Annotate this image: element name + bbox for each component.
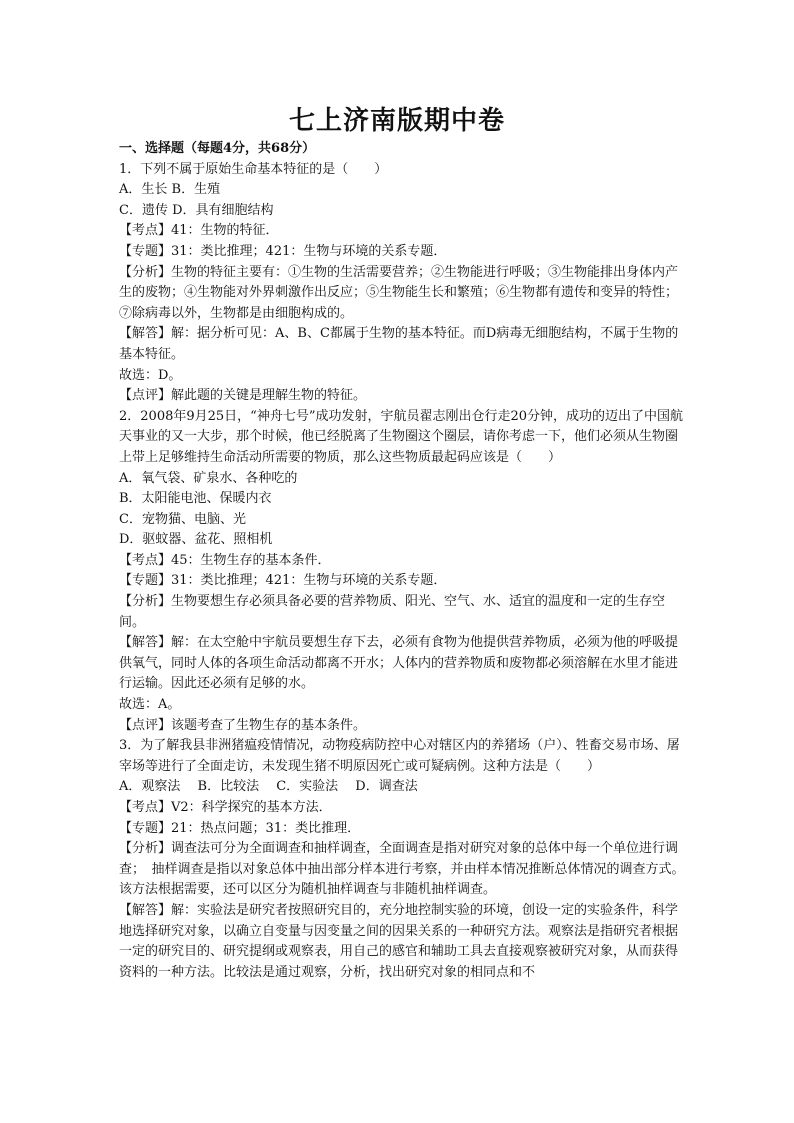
answer-option: A．观察法 B．比较法 C．实验法 D．调查法 xyxy=(119,779,418,795)
dianping-text: 【点评】解此题的关键是理解生物的特征。 xyxy=(119,388,367,404)
question-stem: 3．为了解我县非洲猪瘟疫情情况，动物疫病防控中心对辖区内的养猪场（户）、牲畜交易市场、屠宰场等进行了全面走访，未发现生猪不明原因死亡或可疑病例。这种方法是（ ） xyxy=(119,738,680,774)
answer-choice: 故选：A。 xyxy=(119,697,181,713)
jieda-text: 【解答】解：实验法是研究者按照研究目的，充分地控制实验的环境，创设一定的实验条件，科学地选择研究对象，以确立自变量与因变量之间的因果关系的一种研究方法。观察法是指研究者根据一定的研究目的、研究提纲或观察表，用自己的感官和辅助工具去直接观察被研究对象，从而获得资料的一种方法。比较法是通过观察，分析，找出研究对象的相同点和不 xyxy=(119,902,679,980)
zhuanti-text: 【专题】31：类比推理；421：生物与环境的关系专题． xyxy=(119,573,447,589)
kaodian-text: 【考点】41：生物的特征． xyxy=(119,223,279,239)
zhuanti-text: 【专题】21：热点问题；31：类比推理． xyxy=(119,820,361,836)
page-title: 七上济南版期中卷 xyxy=(288,106,505,136)
kaodian-text: 【考点】V2：科学探究的基本方法． xyxy=(119,800,332,815)
answer-option: C．遗传 D．具有细胞结构 xyxy=(119,202,274,218)
zhuanti-text: 【专题】31：类比推理；421：生物与环境的关系专题． xyxy=(119,243,447,259)
answer-option: A．氧气袋、矿泉水、各种吃的 xyxy=(119,470,298,486)
answer-option: D．驱蚊器、盆花、照相机 xyxy=(119,532,273,548)
section-heading: 一、选择题（每题4分，共68分） xyxy=(119,141,316,156)
answer-option: A．生长 B．生殖 xyxy=(119,182,221,198)
dianping-text: 【点评】该题考查了生物生存的基本条件。 xyxy=(119,717,367,733)
question-stem: 2．2008年9月25日，“神舟七号”成功发射，宇航员翟志刚出仓行走20分钟，成功的迈出了中国航天事业的又一大步，那个时候，他已经脱离了生物圈这个圈层，请你考虑一下，他们必须从生物圈上带上足够维持生命活动所需要的物质，那么这些物质最起码应该是（ ） xyxy=(119,408,684,465)
answer-option: B．太阳能电池、保暖内衣 xyxy=(119,491,272,507)
jieda-text: 【解答】解：在太空舱中宇航员要想生存下去，必须有食物为他提供营养物质，必须为他的呼吸提供氧气，同时人体的各项生命活动都离不开水；人体内的营养物质和废物都必须溶解在水里才能进行运输。因此还必须有足够的水。 xyxy=(119,635,679,692)
question-stem: 1．下列不属于原始生命基本特征的是（ ） xyxy=(119,161,388,177)
exam-content xyxy=(119,139,685,983)
fenxi-text: 【分析】生物的特征主要有：①生物的生活需要营养；②生物能进行呼吸；③生物能排出身体内产生的废物；④生物能对外界刺激作出反应；⑤生物能生长和繁殖；⑥生物都有遗传和变异的特性；⑦除病毒以外，生物都是由细胞构成的。 xyxy=(119,264,679,321)
fenxi-text: 【分析】生物要想生存必须具备必要的营养物质、阳光、空气、水、适宜的温度和一定的生存空间。 xyxy=(119,594,666,630)
answer-choice: 故选：D。 xyxy=(119,367,182,383)
jieda-text: 【解答】解：据分析可见：A、B、C都属于生物的基本特征。而D病毒无细胞结构，不属于生物的基本特征。 xyxy=(119,326,679,362)
kaodian-text: 【考点】45：生物生存的基本条件． xyxy=(119,552,331,568)
answer-option: C．宠物猫、电脑、光 xyxy=(119,511,246,527)
fenxi-text: 【分析】调查法可分为全面调查和抽样调查，全面调查是指对研究对象的总体中每一个单位进行调查； 抽样调查是指以对象总体中抽出部分样本进行考察，并由样本情况推断总体情况的调查方式。该方法根据需要，还可以区分为随机抽样调查与非随机抽样调查。 xyxy=(119,841,685,898)
